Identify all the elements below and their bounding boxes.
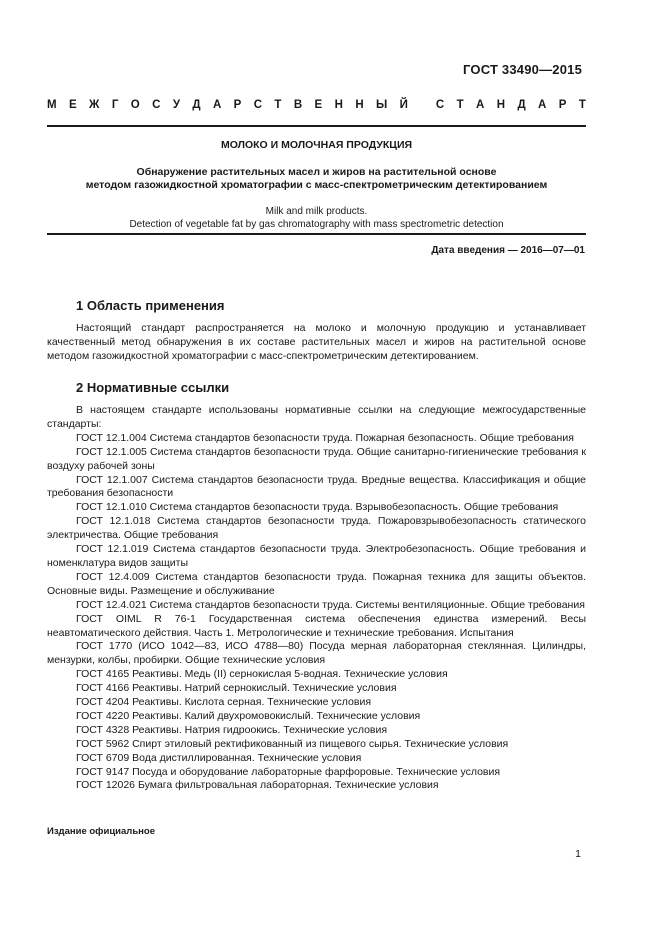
banner-letter: А	[212, 99, 222, 111]
reference-item: ГОСТ 12.1.007 Система стандартов безопасности труда. Вредные вещества. Классификация и общие требования безопасности	[47, 473, 586, 500]
banner-letter: А	[538, 99, 547, 111]
interstate-standard-banner	[47, 99, 586, 111]
reference-item: ГОСТ 12.4.021 Система стандартов безопасности труда. Системы вентиляционные. Общие требования	[76, 598, 585, 611]
banner-letter: Д	[192, 99, 201, 111]
banner-letter: Й	[399, 99, 408, 111]
banner-letter: Г	[111, 99, 119, 111]
reference-item: ГОСТ 4166 Реактивы. Натрий сернокислый. Технические условия	[76, 682, 397, 695]
banner-letter: О	[130, 99, 140, 111]
normative-references-list	[47, 404, 586, 793]
reference-item: ГОСТ 1770 (ИСО 1042—83, ИСО 4788—80) Посуда мерная лабораторная стеклянная. Цилиндры, мензурки, колбы, пробирки. Общие технические условия	[47, 640, 586, 667]
banner-letter: Е	[68, 99, 77, 111]
official-edition-label: Издание официальное	[47, 826, 155, 837]
banner-letter: Е	[314, 99, 323, 111]
reference-item: ГОСТ 12.1.010 Система стандартов безопасности труда. Взрывобезопасность. Общие требования	[76, 501, 559, 514]
reference-item: ГОСТ 4220 Реактивы. Калий двухромовокислый. Технические условия	[76, 709, 421, 722]
reference-item: ГОСТ 12.1.005 Система стандартов безопасности труда. Общие санитарно-гигиенические требования к воздуху рабочей зоны	[47, 445, 586, 472]
banner-letter: Р	[558, 99, 567, 111]
reference-item: ГОСТ 12.1.019 Система стандартов безопасности труда. Электробезопасность. Общие требования и номенклатура видов защиты	[47, 543, 586, 569]
banner-letter: Т	[456, 99, 464, 111]
document-code: ГОСТ 33490—2015	[463, 62, 582, 77]
subtitle-line: методом газожидкостной хроматографии с масс-спектрометрическим детектированием	[85, 179, 548, 191]
banner-letter: С	[152, 99, 161, 111]
banner-letter: Р	[233, 99, 242, 111]
header-rule	[47, 125, 586, 127]
english-title-line: Detection of vegetable fat by gas chromatography with mass spectrometric detection	[129, 219, 504, 230]
page-number: 1	[575, 848, 581, 860]
banner-letter: А	[476, 99, 485, 111]
banner-letter: С	[435, 99, 445, 111]
english-title-line: Milk and milk products.	[265, 206, 368, 217]
references-intro: В настоящем стандарте использованы нормативные ссылки на следующие межгосударственные стандарты:	[47, 404, 586, 430]
reference-item: ГОСТ 12.1.004 Система стандартов безопасности труда. Пожарная безопасность. Общие требования	[76, 431, 574, 444]
reference-item: ГОСТ 4165 Реактивы. Медь (II) сернокислая 5-водная. Технические условия	[76, 668, 448, 681]
banner-letter: Н	[496, 99, 506, 111]
banner-letter: С	[253, 99, 263, 111]
reference-item: ГОСТ 9147 Посуда и оборудование лабораторные фарфоровые. Технические условия	[76, 765, 501, 778]
banner-letter: Т	[578, 99, 586, 111]
section-1-body	[47, 322, 586, 364]
banner-letter: Т	[274, 99, 282, 111]
section-1-paragraph: Настоящий стандарт распространяется на молоко и молочную продукцию и устанавливает качественный метод обнаружения в их составе растительных масел и жиров на растительной основе методом газожидкостной хроматографии с масс-спектрометрическим детектированием.	[47, 322, 586, 362]
banner-letter: Н	[334, 99, 343, 111]
banner-letter: Н	[355, 99, 364, 111]
reference-item: ГОСТ 5962 Спирт этиловый ректификованный из пищевого сырья. Технические условия	[76, 737, 509, 750]
subtitle-line: Обнаружение растительных масел и жиров на растительной основе	[136, 166, 497, 178]
interstate-standard-letters	[47, 99, 586, 111]
section-2-heading: 2 Нормативные ссылки	[76, 380, 230, 395]
reference-item: ГОСТ 6709 Вода дистиллированная. Технические условия	[76, 751, 362, 764]
reference-item: ГОСТ 12.1.018 Система стандартов безопасности труда. Пожаровзрывобезопасность статического электричества. Общие требования	[47, 515, 586, 542]
document-title: МОЛОКО И МОЛОЧНАЯ ПРОДУКЦИЯ	[220, 139, 413, 151]
reference-item: ГОСТ 4204 Реактивы. Кислота серная. Технические условия	[76, 696, 372, 709]
banner-gap	[420, 99, 423, 111]
section-1-heading: 1 Область применения	[76, 298, 225, 313]
banner-letter: Ы	[376, 99, 388, 111]
reference-item: ГОСТ 12026 Бумага фильтровальная лабораторная. Технические условия	[76, 779, 439, 792]
introduction-date: Дата введения — 2016—07—01	[431, 245, 585, 256]
banner-letter: В	[293, 99, 303, 111]
banner-letter: М	[47, 99, 57, 111]
banner-letter: У	[172, 99, 180, 111]
english-title	[47, 205, 586, 231]
reference-item: ГОСТ 4328 Реактивы. Натрия гидроокись. Технические условия	[76, 723, 388, 736]
document-subtitle	[47, 166, 586, 192]
reference-item: ГОСТ OIML R 76-1 Государственная система обеспечения единства измерений. Весы неавтоматического действия. Часть 1. Метрологические и технические требования. Испытания	[47, 612, 586, 639]
banner-letter: Д	[517, 99, 526, 111]
reference-item: ГОСТ 12.4.009 Система стандартов безопасности труда. Пожарная техника для защиты объектов. Основные виды. Размещение и обслуживание	[47, 570, 586, 597]
title-rule	[47, 233, 586, 235]
banner-letter: Ж	[89, 99, 100, 111]
